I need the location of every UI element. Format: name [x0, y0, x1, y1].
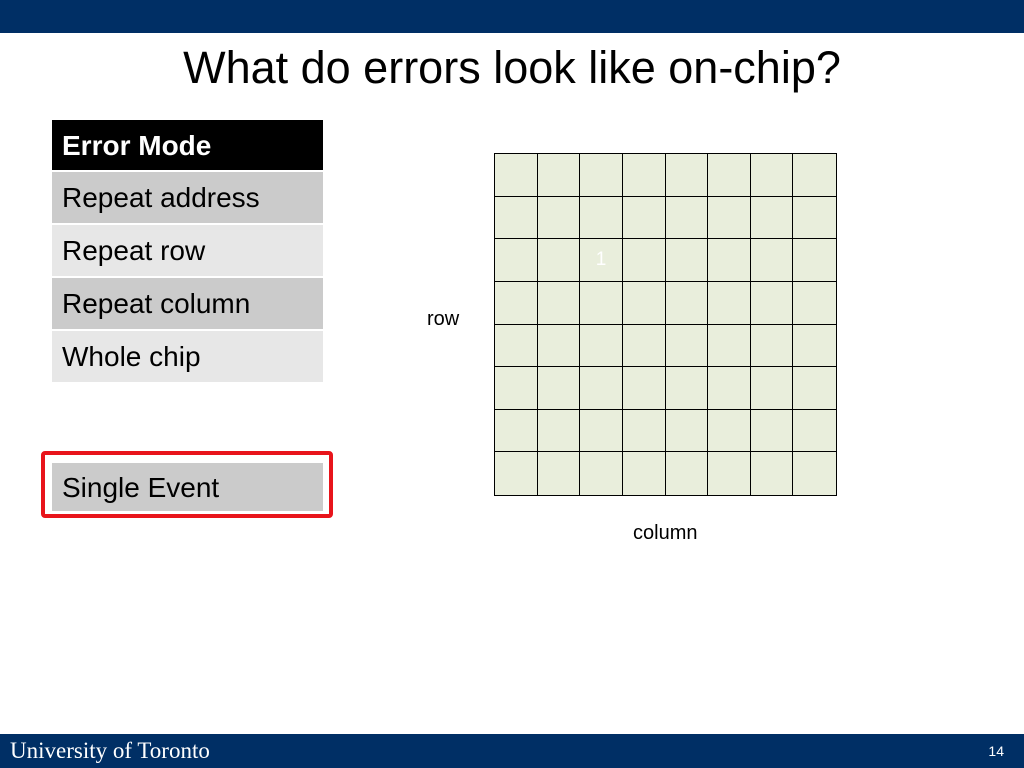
chip-cell — [538, 197, 581, 240]
chip-cell — [538, 325, 581, 368]
chip-cell — [580, 282, 623, 325]
chip-cell — [751, 367, 794, 410]
page-number: 14 — [988, 743, 1004, 759]
footer-bar — [0, 734, 1024, 768]
chip-cell — [538, 282, 581, 325]
chip-cell — [751, 325, 794, 368]
chip-cell — [495, 452, 538, 495]
chip-cell — [495, 282, 538, 325]
table-row: Repeat row — [52, 225, 323, 276]
chip-cell — [793, 367, 836, 410]
top-bar — [0, 0, 1024, 33]
table-row: Repeat address — [52, 172, 323, 223]
chip-cell — [793, 239, 836, 282]
chip-cell — [793, 410, 836, 453]
chip-cell — [580, 154, 623, 197]
chip-cell — [623, 325, 666, 368]
chip-cell — [538, 452, 581, 495]
chip-cell — [751, 154, 794, 197]
chip-cell — [751, 452, 794, 495]
chip-cell — [495, 197, 538, 240]
table-header: Error Mode — [52, 120, 323, 170]
chip-cell — [580, 452, 623, 495]
chip-cell — [666, 325, 709, 368]
chip-cell — [751, 197, 794, 240]
chip-cell — [708, 239, 751, 282]
chip-cell — [751, 410, 794, 453]
chip-cell — [793, 325, 836, 368]
error-mode-table — [52, 120, 323, 384]
chip-cell — [793, 282, 836, 325]
chip-cell — [623, 197, 666, 240]
chip-cell — [666, 282, 709, 325]
chip-cell — [751, 239, 794, 282]
chip-cell — [538, 367, 581, 410]
chip-cell — [623, 154, 666, 197]
table-row: Whole chip — [52, 331, 323, 382]
chip-cell — [708, 154, 751, 197]
chip-cell — [751, 282, 794, 325]
chip-cell — [666, 410, 709, 453]
chip-cell — [495, 367, 538, 410]
chip-cell — [538, 239, 581, 282]
chip-cell — [708, 197, 751, 240]
chip-cell — [580, 367, 623, 410]
chip-cell — [623, 452, 666, 495]
chip-cell — [666, 452, 709, 495]
chip-cell — [495, 239, 538, 282]
chip-cell — [623, 282, 666, 325]
chip-cell — [538, 154, 581, 197]
row-axis-label: row — [427, 308, 460, 330]
chip-cell — [580, 325, 623, 368]
chip-cell — [708, 367, 751, 410]
marked-cell: 1 — [580, 239, 623, 282]
chip-cell — [708, 452, 751, 495]
chip-cell — [666, 197, 709, 240]
chip-cell — [666, 367, 709, 410]
chip-cell — [495, 154, 538, 197]
chip-cell — [708, 282, 751, 325]
chip-cell — [793, 452, 836, 495]
chip-cell — [623, 239, 666, 282]
chip-cell — [793, 154, 836, 197]
chip-cell — [666, 154, 709, 197]
single-event-cell: Single Event — [52, 463, 323, 511]
slide-title: What do errors look like on-chip? — [183, 42, 841, 93]
chip-cell — [623, 410, 666, 453]
column-axis-label: column — [633, 522, 698, 544]
university-name: University of Toronto — [10, 738, 210, 763]
chip-cell — [708, 410, 751, 453]
chip-cell — [580, 197, 623, 240]
chip-grid — [494, 153, 837, 496]
chip-cell — [495, 410, 538, 453]
table-row: Repeat column — [52, 278, 323, 329]
chip-cell — [666, 239, 709, 282]
chip-cell — [623, 367, 666, 410]
chip-cell — [708, 325, 751, 368]
chip-cell — [495, 325, 538, 368]
chip-cell — [793, 197, 836, 240]
chip-cell — [580, 410, 623, 453]
chip-cell — [538, 410, 581, 453]
